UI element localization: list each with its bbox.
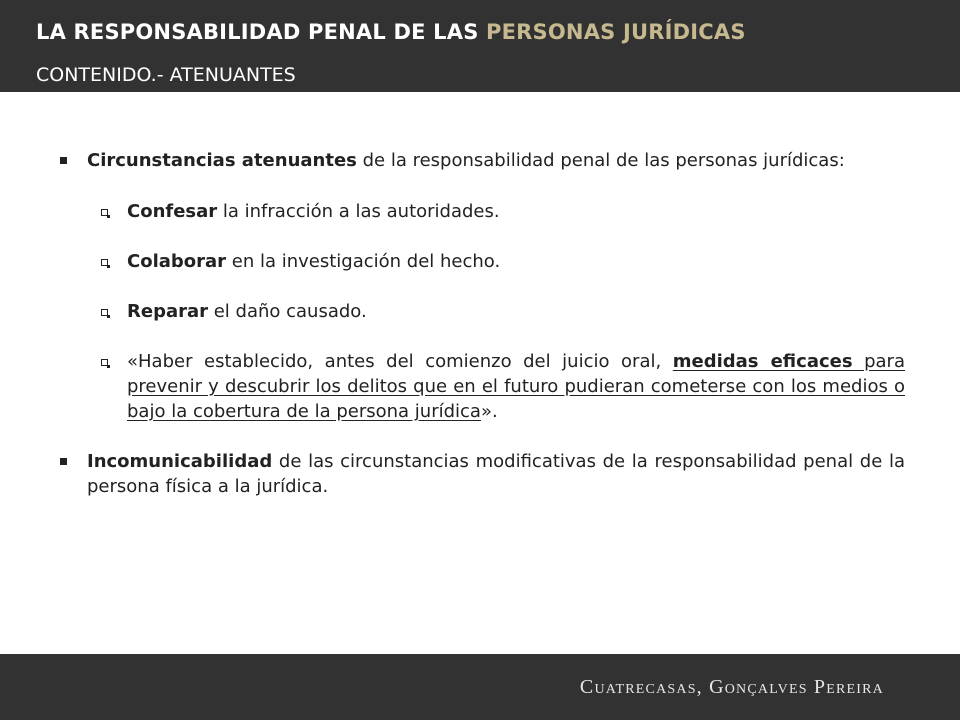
title-accent: PERSONAS JURÍDICAS xyxy=(486,20,746,44)
bullet-text: de la responsabilidad penal de las personas jurídicas: xyxy=(356,150,845,171)
hollow-square-bullet-icon xyxy=(101,359,108,366)
sub-item-quote xyxy=(100,349,905,424)
bullet-bold: Incomunicabilidad xyxy=(87,451,273,472)
bullet-circunstancias xyxy=(60,148,905,173)
sub-item-text: la infracción a las autoridades. xyxy=(217,201,500,222)
slide-content xyxy=(60,148,905,499)
page-title xyxy=(36,20,746,44)
hollow-square-bullet-icon xyxy=(101,309,108,316)
quote-open: «Haber establecido, antes del comienzo del juicio oral, xyxy=(127,351,673,372)
hollow-square-bullet-icon xyxy=(101,209,108,216)
footer-bar xyxy=(0,654,960,720)
quote-bold-underlined: medidas eficaces xyxy=(672,351,853,372)
sub-item-bold: Confesar xyxy=(127,201,218,222)
quote-underlined: para prevenir y descubrir los delitos que en el futuro pudieran cometerse con los medios o bajo la cobertura de la persona jurídica xyxy=(127,351,905,422)
sub-item-text: el daño causado. xyxy=(208,301,367,322)
sub-item-bold: Colaborar xyxy=(127,251,227,272)
square-bullet-icon xyxy=(60,458,67,465)
sub-item-colaborar xyxy=(100,249,905,274)
header-bar xyxy=(0,0,960,92)
bullet-incomunicabilidad xyxy=(60,449,905,499)
sub-item-reparar xyxy=(100,299,905,324)
square-bullet-icon xyxy=(60,157,67,164)
page-subtitle: CONTENIDO.- ATENUANTES xyxy=(36,64,296,86)
quote-close: ». xyxy=(480,401,498,422)
hollow-square-bullet-icon xyxy=(101,259,108,266)
sub-item-text: en la investigación del hecho. xyxy=(226,251,501,272)
sub-item-bold: Reparar xyxy=(127,301,208,322)
title-main: LA RESPONSABILIDAD PENAL DE LAS xyxy=(36,20,487,44)
bullet-text: de las circunstancias modificativas de la responsabilidad penal de la persona física a la jurídica. xyxy=(87,451,905,497)
sub-item-confesar xyxy=(100,199,905,224)
bullet-bold: Circunstancias atenuantes xyxy=(87,150,357,171)
brand-logo-text: Cuatrecasas, Gonçalves Pereira xyxy=(579,676,884,698)
